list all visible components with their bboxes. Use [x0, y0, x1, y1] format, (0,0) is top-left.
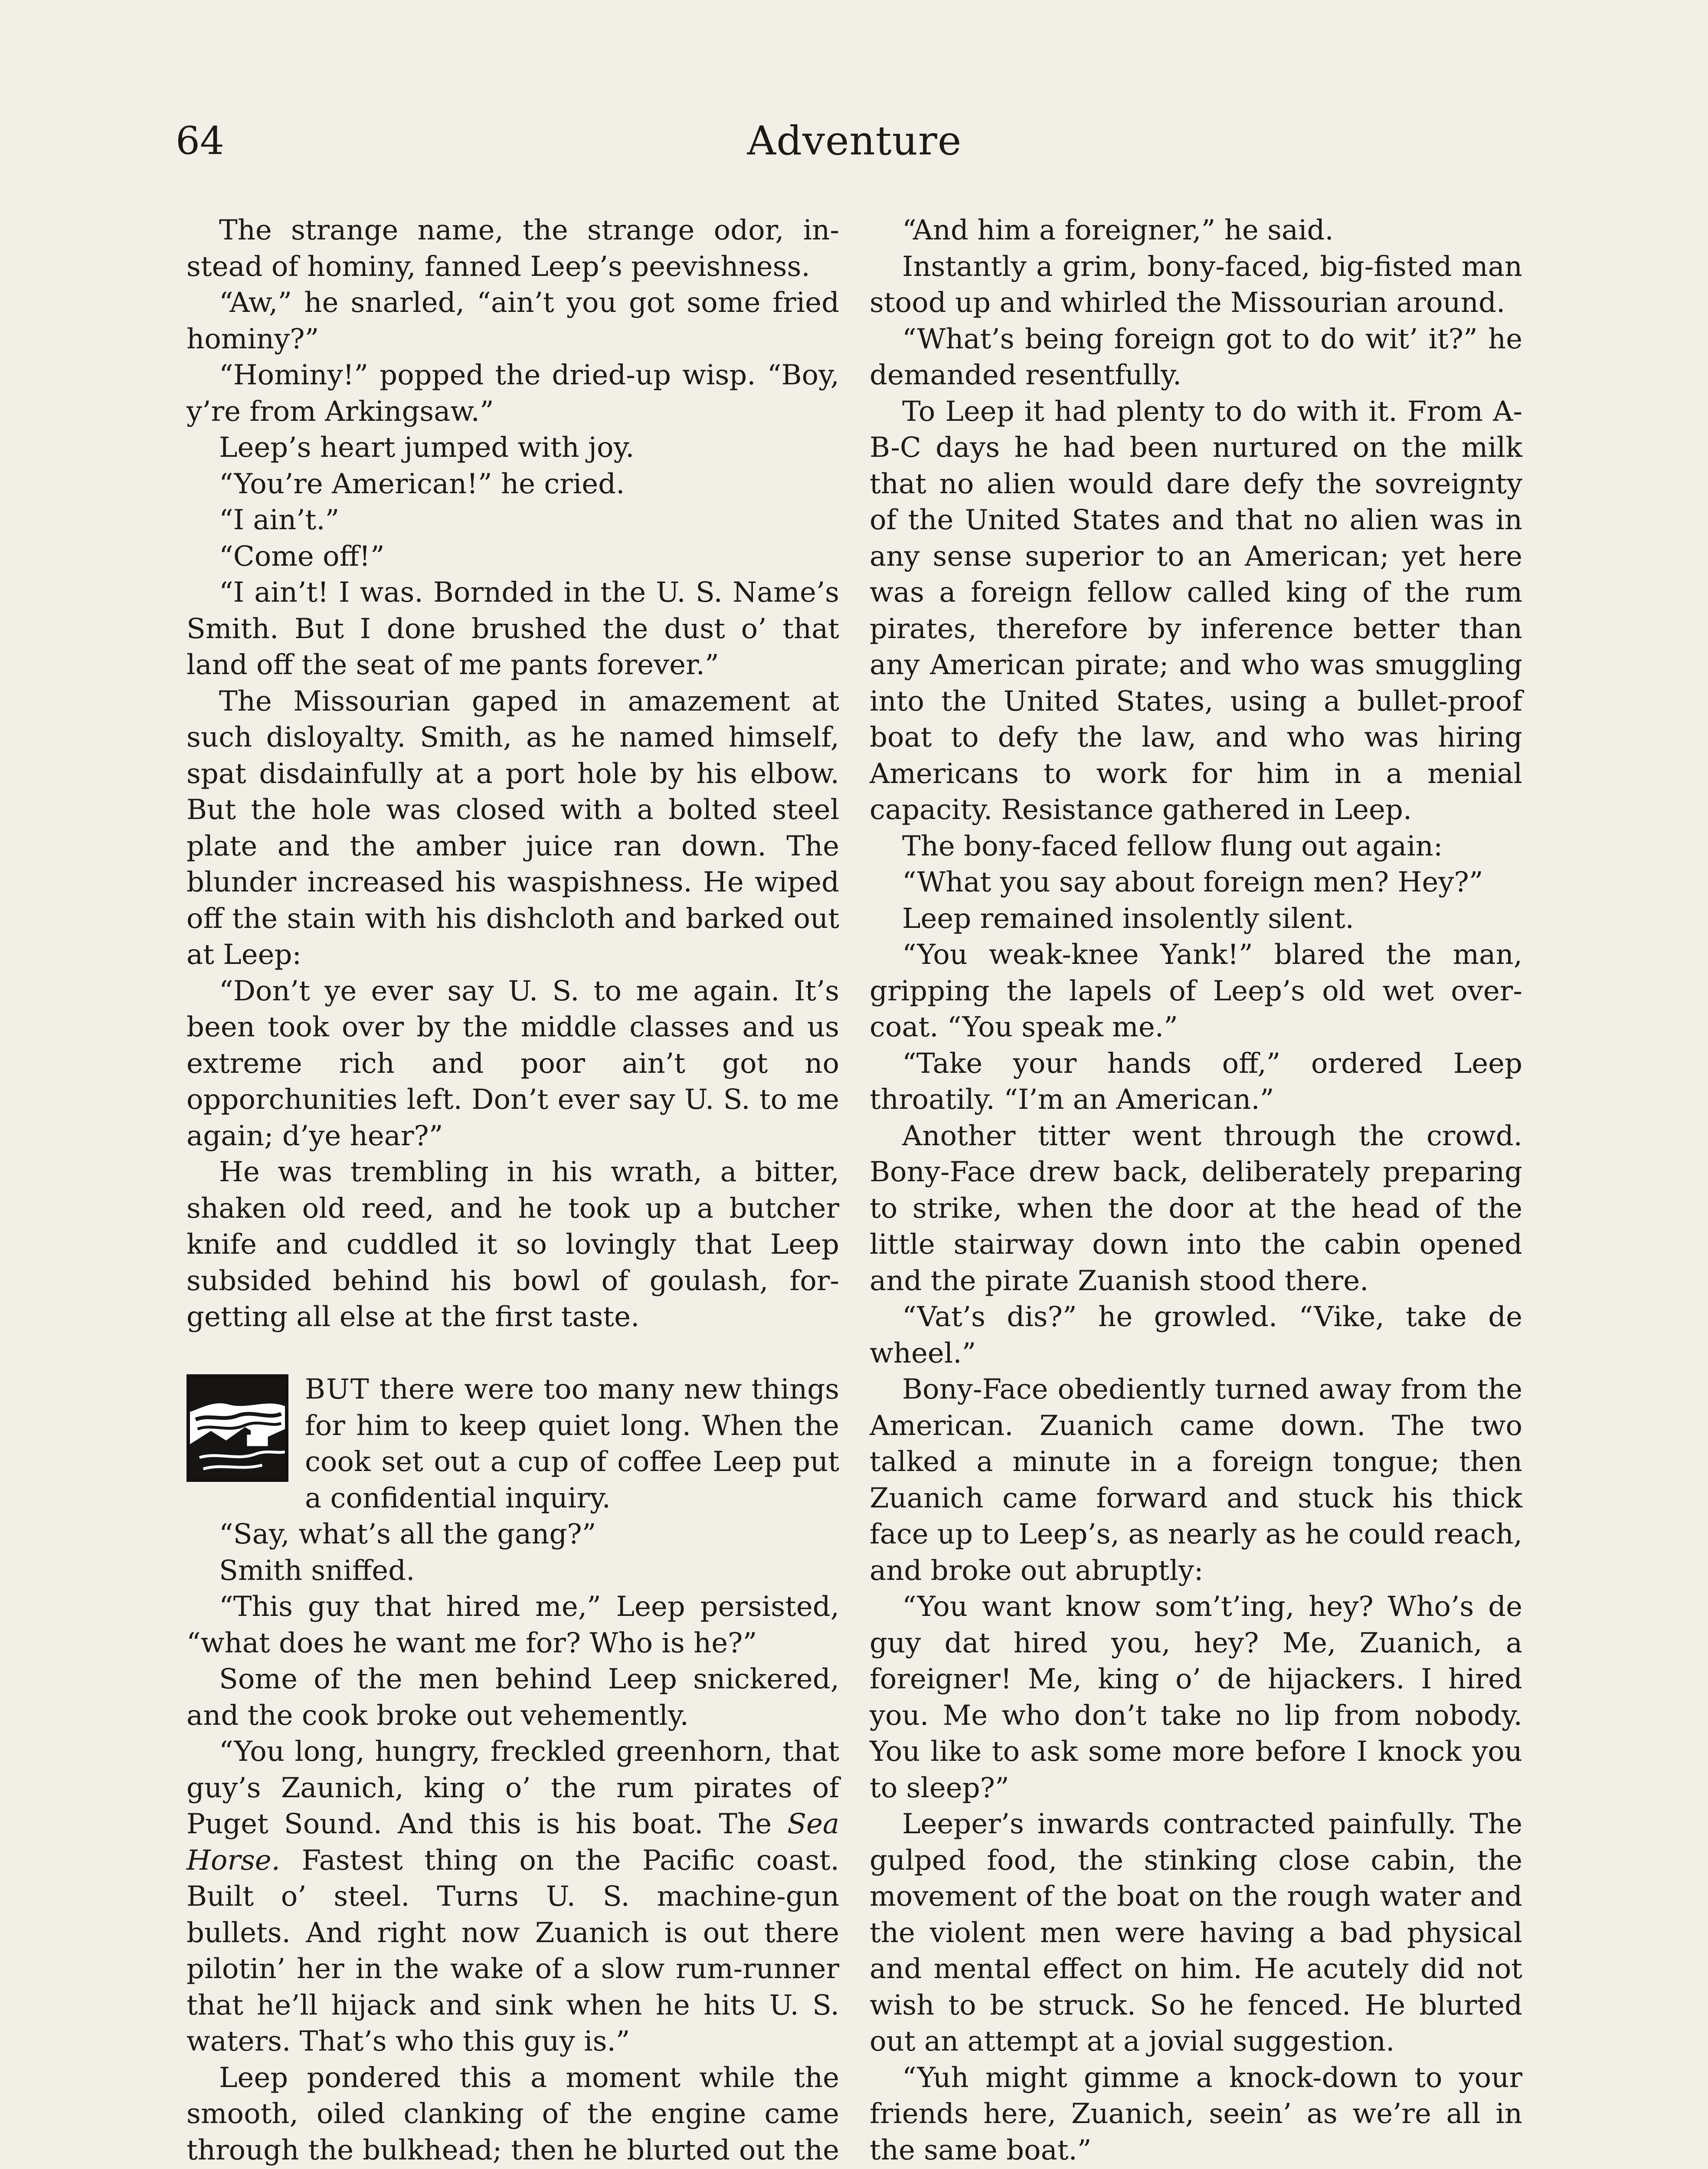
- boat-name: Sea Horse.: [187, 1808, 839, 1877]
- paragraph: “You weak-knee Yank!” blared the man, gripping the lapels of Leep’s old wet overcoat. “You speak me.”: [870, 939, 1522, 1043]
- paragraph: Leeper’s inwards contracted painfully. The gulped food, the stinking close cabin, the movement of the boat on the rough water and the violent men were having a bad physical and mental effect on him. He acutely did not wish to be struck. So he fenced. He blurted out an attempt at a jovial suggestion.: [870, 1808, 1522, 2058]
- paragraph: “I ain’t! I was. Bornded in the U. S. Name’s Smith. But I done brushed the dust o’ that land off the seat of me pants forever.”: [187, 577, 839, 681]
- paragraph: “And him a foreigner,” he said.: [902, 214, 1334, 246]
- paragraph: He was trembling in his wrath, a bitter, shaken old reed, and he took up a butcher knife and cuddled it so lovingly that Leep subsided behind his bowl of goulash, forgetting all else at the first taste.: [187, 1156, 839, 1333]
- paragraph: “Don’t ye ever say U. S. to me again. It’s been took over by the middle classes and us extreme rich and poor ain’t got no opporchunities left. Don’t ever say U. S. to me again; d’ye hear?”: [187, 975, 839, 1152]
- paragraph: The bony-faced fellow flung out again:: [902, 830, 1443, 862]
- paragraph: Leep’s heart jumped with joy.: [219, 432, 635, 464]
- paragraph: The Missourian gaped in amazement at such disloyalty. Smith, as he named himself, spat disdainfully at a port hole by his elbow. But the hole was closed with a bolted steel plate and the amber juice ran down. The blunder increased his waspishness. He wiped off the stain with his dishcloth and barked out at Leep:: [187, 685, 839, 971]
- page-number: 64: [176, 118, 224, 163]
- right-column: [870, 213, 1522, 2169]
- paragraph: “Say, what’s all the gang?”: [219, 1518, 596, 1550]
- paragraph: “Yuh might gimme a knock-down to your friends here, Zuanich, seein’ as we’re all in the same boat.”: [870, 2061, 1522, 2166]
- boat-text-after: Fastest thing on the Pacific coast. Built o’ steel. Turns U. S. machine-gun bullets. And right now Zuanich is out there pilotin’ her in the wake of a slow rum-runner that he’ll hijack and sink when he hits U. S. waters. That’s who this guy is.”: [187, 1844, 839, 2058]
- paragraph: “Come off!”: [219, 540, 385, 573]
- paragraph: “I ain’t.”: [219, 504, 340, 536]
- paragraph: Another titter went through the crowd. Bony-Face drew back, deliberately preparing to strike, when the door at the head of the little stairway down into the cabin opened and the pirate Zuanish stood there.: [870, 1120, 1522, 1297]
- paragraph: “You want know som’t’ing, hey? Who’s de guy dat hired you, hey? Me, Zuanich, a foreigner! Me, king o’ de hijackers. I hired you. Me who don’t take no lip from nobody. You like to ask some more before I knock you to sleep?”: [870, 1591, 1522, 1804]
- paragraph: “Take your hands off,” ordered Leep throatily. “I’m an American.”: [870, 1047, 1522, 1116]
- left-column: [187, 213, 839, 2169]
- section-opening: [187, 1372, 839, 1517]
- initial-word: BUT: [305, 1373, 370, 1406]
- paragraph: The strange name, the strange odor, instead of hominy, fanned Leep’s peevishness.: [187, 214, 839, 283]
- paragraph: Leep remained insolently silent.: [902, 902, 1354, 935]
- paragraph: Instantly a grim, bony-faced, big-fisted man stood up and whirled the Missourian around.: [870, 250, 1522, 319]
- paragraph: “Vat’s dis?” he growled. “Vike, take de wheel.”: [870, 1301, 1522, 1370]
- boat-text-before: “You long, hungry, freckled greenhorn, that guy’s Zaunich, king o’ the rum pirates of Puget Sound. And this is his boat. The: [187, 1736, 839, 1840]
- paragraph: Some of the men behind Leep snickered, and the cook broke out vehemently.: [187, 1663, 839, 1732]
- paragraph: “You’re American!” he cried.: [219, 468, 625, 500]
- paragraph: “Aw,” he snarled, “ain’t you got some fried hominy?”: [187, 287, 839, 355]
- page-header: [176, 117, 1533, 178]
- paragraph: “What’s being foreign got to do wit’ it?” he demanded resentfully.: [870, 323, 1522, 391]
- paragraph: “What you say about foreign men? Hey?”: [902, 866, 1483, 898]
- landscape-woodcut-icon: [187, 1374, 288, 1482]
- paragraph: To Leep it had plenty to do with it. From A-B-C days he had been nurtured on the milk that no alien would dare defy the sovreignty of the United States and that no alien was in any sense superior to an American; yet here was a foreign fellow called king of the rum pirates, therefore by inference better than any American pirate; and who was smuggling into the United States, using a bullet-proof boat to defy the law, and who was hiring Americans to work for him in a menial capacity. Resistance gathered in Leep.: [870, 395, 1522, 826]
- paragraph: Leep pondered this a moment while the smooth, oiled clanking of the engine came through the bulkhead; then he blurted out the: [187, 2061, 839, 2166]
- paragraph: Smith sniffed.: [219, 1554, 415, 1587]
- paragraph: Bony-Face obediently turned away from the American. Zuanich came down. The two talked a minute in a foreign tongue; then Zuanich came forward and stuck his thick face up to Leep’s, as nearly as he could reach, and broke out abruptly:: [870, 1373, 1522, 1587]
- paragraph: “Hominy!” popped the dried-up wisp. “Boy, y’re from Arkingsaw.”: [187, 359, 839, 428]
- boat-paragraph: [187, 1734, 839, 2060]
- running-head: Adventure: [747, 118, 962, 164]
- section-break: [187, 1336, 839, 1372]
- opening-text: there were too many new things for him to keep quiet long. When the cook set out a cup of coffee Leep put a confidential inquiry.: [305, 1373, 839, 1514]
- paragraph: “This guy that hired me,” Leep persisted, “what does he want me for? Who is he?”: [187, 1591, 839, 1659]
